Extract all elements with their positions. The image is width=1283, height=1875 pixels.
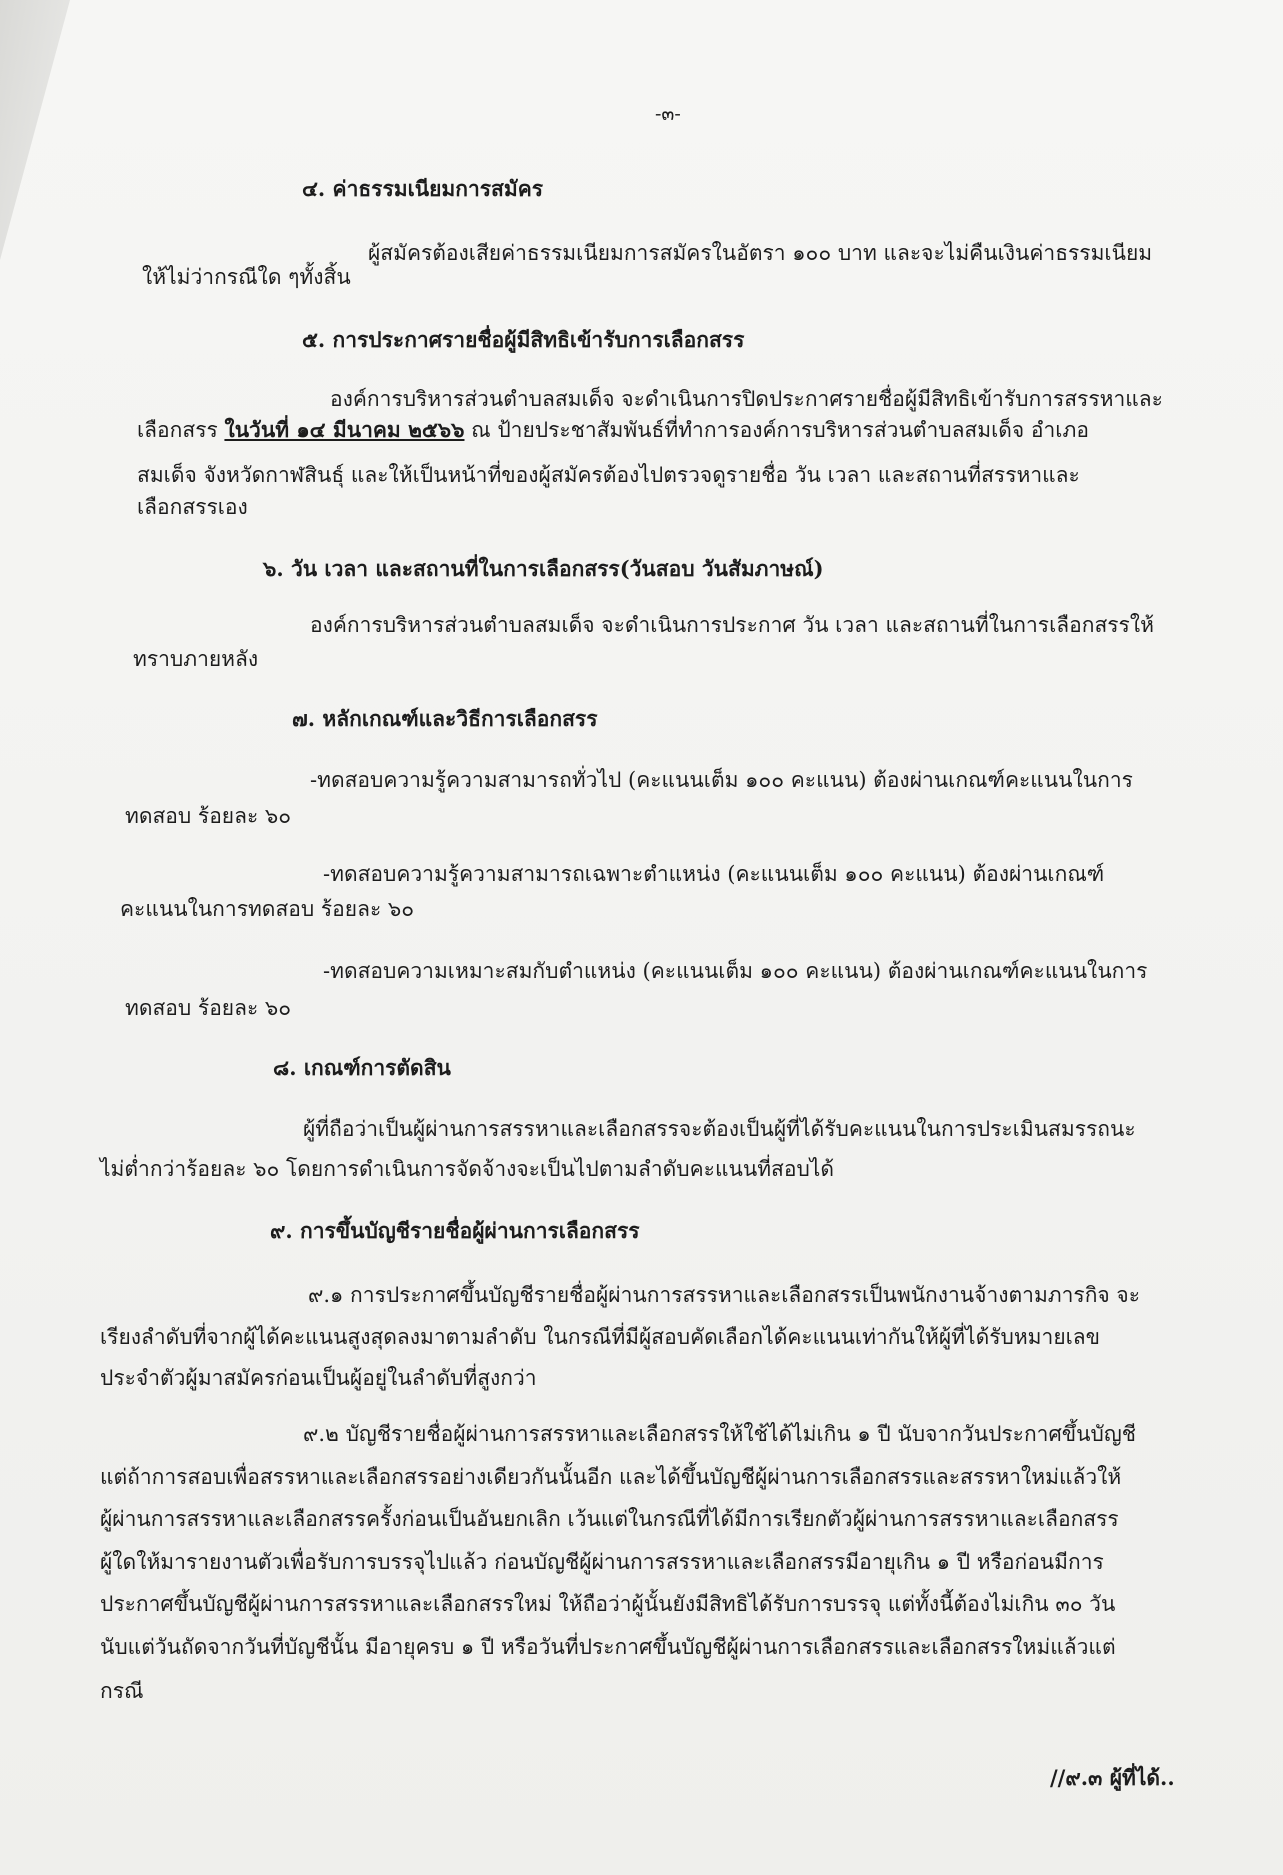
section-5-line-2-start: เลือกสรร: [137, 418, 225, 442]
clause-9-2-line-5: ประกาศขึ้นบัญชีผู้ผ่านการสรรหาและเลือกสรรใหม่ ให้ถือว่าผู้นั้นยังมีสิทธิได้รับการบรรจุ แต่ทั้งนี้ต้องไม่เกิน ๓๐ วัน: [100, 1592, 1116, 1616]
criteria-2-line-1: -ทดสอบความรู้ความสามารถเฉพาะตำแหน่ง (คะแนนเต็ม ๑๐๐ คะแนน) ต้องผ่านเกณฑ์: [323, 862, 1105, 886]
section-5-line-3: สมเด็จ จังหวัดกาฬสินธุ์ และให้เป็นหน้าที่ของผู้สมัครต้องไปตรวจดูรายชื่อ วัน เวลา และสถานที่สรรหาและ: [137, 463, 1080, 487]
criteria-3-line-2: ทดสอบ ร้อยละ ๖๐: [125, 996, 292, 1020]
clause-9-2-line-3: ผู้ผ่านการสรรหาและเลือกสรรครั้งก่อนเป็นอันยกเลิก เว้นแต่ในกรณีที่ได้มีการเรียกตัวผู้ผ่านการสรรหาและเลือกสรร: [100, 1507, 1119, 1531]
section-5-line-4: เลือกสรรเอง: [137, 495, 248, 519]
clause-9-2-line-7: กรณี: [100, 1679, 144, 1703]
section-5-line-2-end: ณ ป้ายประชาสัมพันธ์ที่ทำการองค์การบริหารส่วนตำบลสมเด็จ อำเภอ: [464, 418, 1089, 442]
section-8-line-1: ผู้ที่ถือว่าเป็นผู้ผ่านการสรรหาและเลือกสรรจะต้องเป็นผู้ที่ได้รับคะแนนในการประเมินสมรรถนะ: [303, 1117, 1136, 1141]
continuation-note: //๙.๓ ผู้ที่ได้..: [1050, 1765, 1175, 1790]
clause-9-1-line-2: เรียงลำดับที่จากผู้ได้คะแนนสูงสุดลงมาตามลำดับ ในกรณีที่มีผู้สอบคัดเลือกได้คะแนนเท่ากันให้ผู้ที่ได้รับหมายเลข: [100, 1325, 1101, 1349]
clause-9-2-line-2: แต่ถ้าการสอบเพื่อสรรหาและเลือกสรรอย่างเดียวกันนั้นอีก และได้ขึ้นบัญชีผู้ผ่านการเลือกสรรและสรรหาใหม่แล้วให้: [100, 1465, 1122, 1489]
section-8-heading: ๘. เกณฑ์การตัดสิน: [273, 1055, 451, 1080]
section-5-heading: ๕. การประกาศรายชื่อผู้มีสิทธิเข้ารับการเลือกสรร: [302, 327, 745, 352]
criteria-1-line-1: -ทดสอบความรู้ความสามารถทั่วไป (คะแนนเต็ม ๑๐๐ คะแนน) ต้องผ่านเกณฑ์คะแนนในการ: [310, 768, 1133, 792]
section-7-heading: ๗. หลักเกณฑ์และวิธีการเลือกสรร: [292, 706, 598, 731]
section-9-heading: ๙. การขึ้นบัญชีรายชื่อผู้ผ่านการเลือกสรร: [270, 1218, 640, 1243]
clause-9-1-line-1: ๙.๑ การประกาศขึ้นบัญชีรายชื่อผู้ผ่านการสรรหาและเลือกสรรเป็นพนักงานจ้างตามภารกิจ จะ: [308, 1283, 1140, 1307]
page-number: -๓-: [655, 103, 681, 125]
clause-9-2-line-4: ผู้ใดให้มารายงานตัวเพื่อรับการบรรจุไปแล้ว ก่อนบัญชีผู้ผ่านการสรรหาและเลือกสรรมีอายุเกิน ๑ ปี หรือก่อนมีการ: [100, 1550, 1104, 1574]
clause-9-2-line-6: นับแต่วันถัดจากวันที่บัญชีนั้น มีอายุครบ ๑ ปี หรือวันที่ประกาศขึ้นบัญชีผู้ผ่านการเลือกสรรและเลือกสรรใหม่แล้วแต่: [100, 1635, 1116, 1659]
section-6-line-2: ทราบภายหลัง: [133, 647, 259, 671]
section-4-line-2: ให้ไม่ว่ากรณีใด ๆทั้งสิ้น: [142, 265, 351, 289]
section-4-heading: ๔. ค่าธรรมเนียมการสมัคร: [302, 176, 544, 201]
section-8-line-2: ไม่ต่ำกว่าร้อยละ ๖๐ โดยการดำเนินการจัดจ้างจะเป็นไปตามลำดับคะแนนที่สอบได้: [100, 1157, 834, 1181]
section-4-line-1: ผู้สมัครต้องเสียค่าธรรมเนียมการสมัครในอัตรา ๑๐๐ บาท และจะไม่คืนเงินค่าธรรมเนียม: [368, 241, 1153, 265]
clause-9-2-line-1: ๙.๒ บัญชีรายชื่อผู้ผ่านการสรรหาและเลือกสรรให้ใช้ได้ไม่เกิน ๑ ปี นับจากวันประกาศขึ้นบัญชี: [303, 1422, 1136, 1446]
section-6-line-1: องค์การบริหารส่วนตำบลสมเด็จ จะดำเนินการประกาศ วัน เวลา และสถานที่ในการเลือกสรรให้: [310, 613, 1154, 637]
criteria-1-line-2: ทดสอบ ร้อยละ ๖๐: [125, 804, 292, 828]
criteria-3-line-1: -ทดสอบความเหมาะสมกับตำแหน่ง (คะแนนเต็ม ๑๐๐ คะแนน) ต้องผ่านเกณฑ์คะแนนในการ: [323, 959, 1148, 983]
section-5-line-1: องค์การบริหารส่วนตำบลสมเด็จ จะดำเนินการปิดประกาศรายชื่อผู้มีสิทธิเข้ารับการสรรหาและ: [330, 387, 1163, 411]
section-5-line-2: [137, 416, 1089, 444]
clause-9-1-line-3: ประจำตัวผู้มาสมัครก่อนเป็นผู้อยู่ในลำดับที่สูงกว่า: [100, 1366, 537, 1390]
section-6-heading: ๖. วัน เวลา และสถานที่ในการเลือกสรร(วันสอบ วันสัมภาษณ์): [263, 556, 824, 581]
criteria-2-line-2: คะแนนในการทดสอบ ร้อยละ ๖๐: [120, 897, 415, 921]
announcement-date: ในวันที่ ๑๔ มีนาคม ๒๕๖๖: [224, 417, 465, 442]
